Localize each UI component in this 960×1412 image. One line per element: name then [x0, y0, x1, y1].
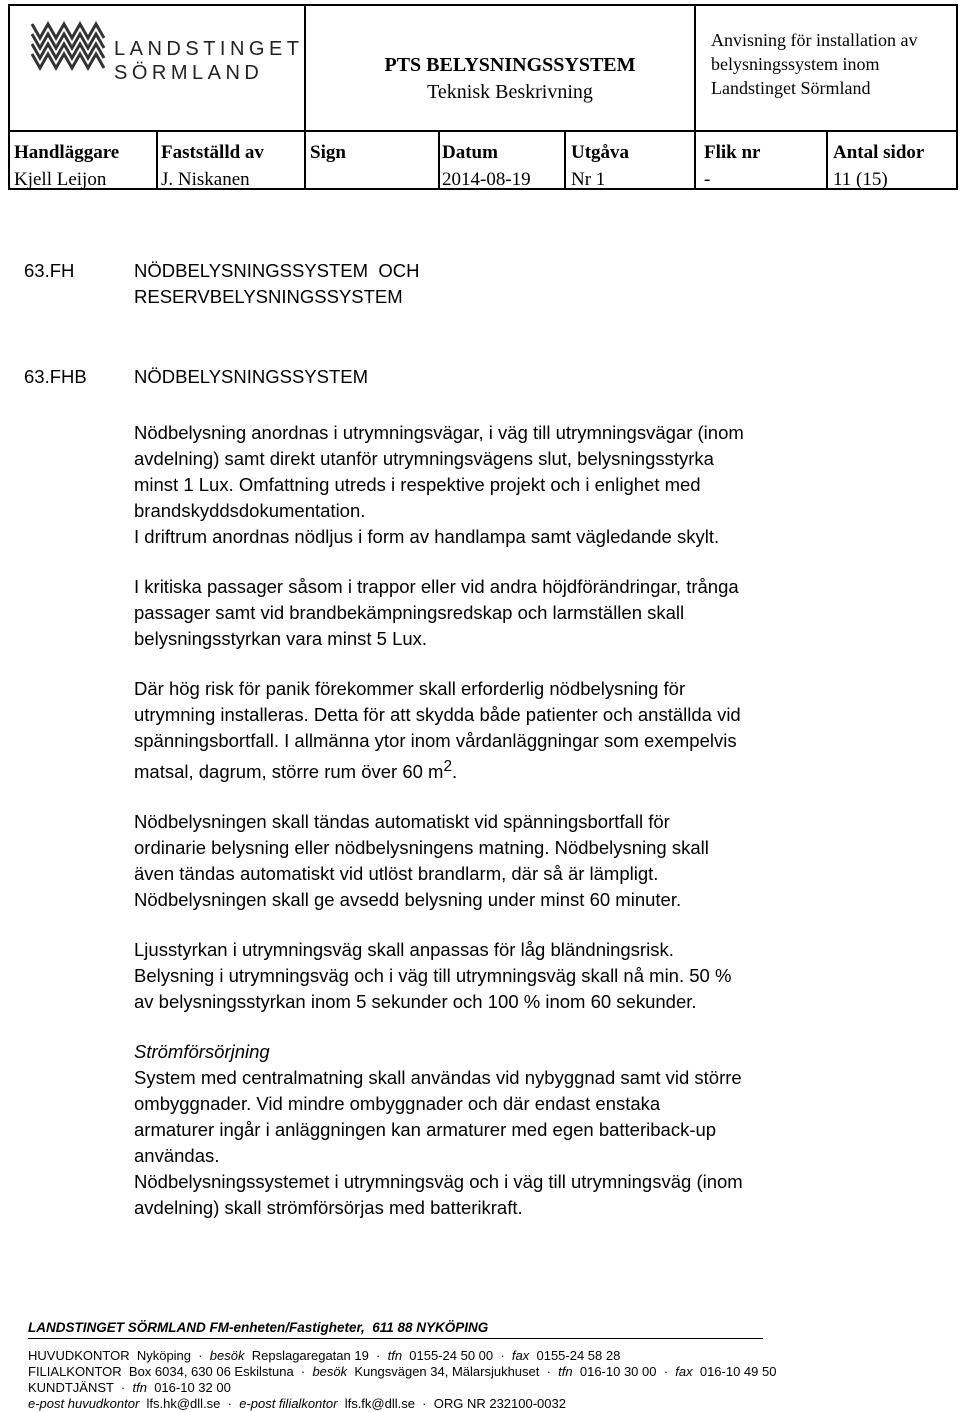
section-63fhb [24, 364, 924, 390]
header-top-border [8, 4, 958, 6]
instruction-line: Landstinget Sörmland [711, 78, 871, 98]
text-line: belysningsstyrkan vara minst 5 Lux. [134, 628, 428, 649]
field-label: Sign [310, 142, 346, 163]
instruction-line: belysningssystem inom [711, 54, 880, 74]
text-line: armaturer ingår i anläggningen kan armaturer med egen batteriback-up [134, 1119, 717, 1141]
text-line: ombyggnader. Vid mindre ombyggnader och där endast enstaka [134, 1093, 661, 1115]
section-number: 63.FH [24, 260, 75, 281]
field-label: Fastställd av [161, 142, 264, 163]
paragraph [134, 574, 924, 652]
text-fragment: matsal, dagrum, större rum över 60 m [134, 761, 444, 783]
text-line: I driftrum anordnas nödljus i form av handlampa samt vägledande skylt. [134, 526, 720, 547]
text-line: Där hög risk för panik förekommer skall erforderlig nödbelysning för [134, 678, 686, 699]
document-footer [28, 1320, 928, 1412]
footer-address: LANDSTINGET SÖRMLAND FM-enheten/Fastigheter, 611 88 NYKÖPING [28, 1320, 489, 1335]
text-line: Nödbelysningen skall tändas automatiskt vid spänningsbortfall för [134, 811, 670, 833]
header-divider [8, 130, 958, 132]
paragraph [134, 937, 924, 1015]
field-label: Datum [442, 142, 498, 163]
text-line: Nödbelysningen skall ge avsedd belysning under minst 60 minuter. [134, 889, 682, 911]
text-fragment: fax [511, 1348, 530, 1363]
text-line: av belysningsstyrkan inom 5 sekunder och 100 % inom 60 sekunder. [134, 991, 697, 1013]
text-fragment: e-post huvudkontor [28, 1396, 140, 1411]
field-value: Kjell Leijon [14, 169, 107, 190]
text-line: brandskyddsdokumentation. [134, 500, 366, 521]
field-value: Nr 1 [571, 169, 606, 190]
title-block [320, 52, 700, 106]
field-sign [310, 139, 346, 166]
field-value: - [704, 169, 711, 190]
text-line: ordinarie belysning eller nödbelysningens matning. Nödbelysning skall [134, 837, 709, 859]
document-header [8, 4, 958, 190]
text-line: Belysning i utrymningsväg och i väg till utrymningsväg skall nå min. 50 % [134, 965, 732, 987]
field-value: J. Niskanen [161, 169, 250, 190]
text-fragment: HUVUDKONTOR Nyköping · [28, 1348, 210, 1363]
text-line: utrymning installeras. Detta för att skydda både patienter och anställda vid [134, 704, 741, 725]
instruction-text [711, 28, 960, 100]
text-fragment: besök [312, 1364, 348, 1379]
text-line: Nödbelysning anordnas i utrymningsvägar, i väg till utrymningsvägar (inom [134, 422, 744, 443]
header-col-sep [564, 130, 566, 190]
field-label: Handläggare [14, 142, 120, 163]
footer-line-huvudkontor [28, 1348, 928, 1364]
field-flik-nr [704, 139, 760, 193]
text-fragment: . [452, 761, 458, 783]
text-fragment: tfn [558, 1364, 573, 1379]
text-line: även tändas automatiskt vid utlöst brandlarm, där så är lämpligt. [134, 863, 659, 885]
section-title-line: NÖDBELYSNINGSSYSTEM OCH [134, 260, 420, 281]
text-fragment: lfs.hk@dll.se · [139, 1396, 240, 1411]
text-fragment: besök [209, 1348, 245, 1363]
document-body [24, 258, 924, 1245]
text-fragment: lfs.fk@dll.se · ORG NR 232100-0032 [337, 1396, 566, 1411]
text-line: Ljusstyrkan i utrymningsväg skall anpassas för låg bländningsrisk. [134, 939, 674, 961]
header-col-sep [826, 130, 828, 190]
text-fragment: 016-10 49 50 [692, 1364, 777, 1379]
text-fragment: Repslagaregatan 19 · [244, 1348, 388, 1363]
logo-text-line1: LANDSTINGET [114, 38, 304, 60]
field-faststalld-av [161, 139, 264, 193]
field-label: Flik nr [704, 142, 761, 163]
logo-text-line2: SÖRMLAND [114, 62, 264, 84]
subheading: Strömförsörjning [134, 1041, 270, 1063]
section-title-line: RESERVBELYSNINGSSYSTEM [134, 286, 403, 307]
footer-line-filialkontor [28, 1364, 928, 1380]
section-title [134, 258, 924, 310]
field-value: 2014-08-19 [442, 169, 531, 190]
crown-logo-icon [28, 18, 108, 80]
section-title: NÖDBELYSNINGSSYSTEM [134, 366, 369, 387]
instruction-line: Anvisning för installation av [711, 30, 918, 50]
header-col-sep [304, 4, 306, 190]
text-line: minst 1 Lux. Omfattning utreds i respektive projekt och i enlighet med [134, 474, 701, 495]
text-fragment: FILIALKONTOR Box 6034, 630 06 Eskilstuna · [28, 1364, 313, 1379]
text-line: avdelning) skall strömförsörjas med batterikraft. [134, 1197, 523, 1219]
paragraph [134, 1039, 924, 1221]
field-label: Utgåva [571, 142, 630, 163]
text-fragment: 0155-24 58 28 [529, 1348, 621, 1363]
text-fragment: tfn [132, 1380, 147, 1395]
text-fragment: e-post filialkontor [239, 1396, 338, 1411]
section-number: 63.FHB [24, 366, 87, 387]
field-value: 11 (15) [833, 169, 888, 190]
section-63fh [24, 258, 924, 310]
text-line: passager samt vid brandbekämpningsredskap och larmställen skall [134, 602, 685, 623]
field-antal-sidor [833, 139, 924, 193]
paragraph [134, 676, 924, 785]
footer-rule [28, 1338, 763, 1339]
text-line: Nödbelysningssystemet i utrymningsväg och i väg till utrymningsväg (inom [134, 1171, 743, 1193]
field-utgava [571, 139, 629, 193]
header-left-border [8, 4, 10, 190]
field-handlaggare [14, 139, 119, 193]
paragraph [134, 420, 924, 550]
text-fragment: 016-10 32 00 [146, 1380, 231, 1395]
header-col-sep [156, 130, 158, 190]
landstinget-logo [28, 18, 304, 88]
field-label: Antal sidor [833, 142, 925, 163]
text-fragment: fax [675, 1364, 693, 1379]
text-fragment: 016-10 30 00 · [572, 1364, 676, 1379]
field-datum [442, 139, 531, 193]
footer-line-kundtjanst [28, 1380, 928, 1396]
text-line: spänningsbortfall. I allmänna ytor inom vårdanläggningar som exempelvis [134, 730, 737, 751]
superscript: 2 [443, 758, 453, 775]
text-fragment: 0155-24 50 00 · [402, 1348, 512, 1363]
paragraph [134, 809, 924, 913]
document-title: PTS BELYSNINGSSYSTEM [384, 54, 636, 76]
text-fragment: KUNDTJÄNST · [28, 1380, 133, 1395]
text-fragment: Kungsvägen 34, Mälarsjukhuset · [347, 1364, 559, 1379]
text-line: System med centralmatning skall användas vid nybyggnad samt vid större [134, 1067, 742, 1089]
text-fragment: tfn [387, 1348, 403, 1363]
header-col-sep [438, 130, 440, 190]
text-line: användas. [134, 1145, 220, 1167]
text-line [134, 754, 924, 785]
text-line: I kritiska passager såsom i trappor eller vid andra höjdförändringar, trånga [134, 576, 739, 597]
document-subtitle: Teknisk Beskrivning [427, 81, 593, 103]
text-line: avdelning) samt direkt utanför utrymningsvägens slut, belysningsstyrka [134, 448, 714, 469]
